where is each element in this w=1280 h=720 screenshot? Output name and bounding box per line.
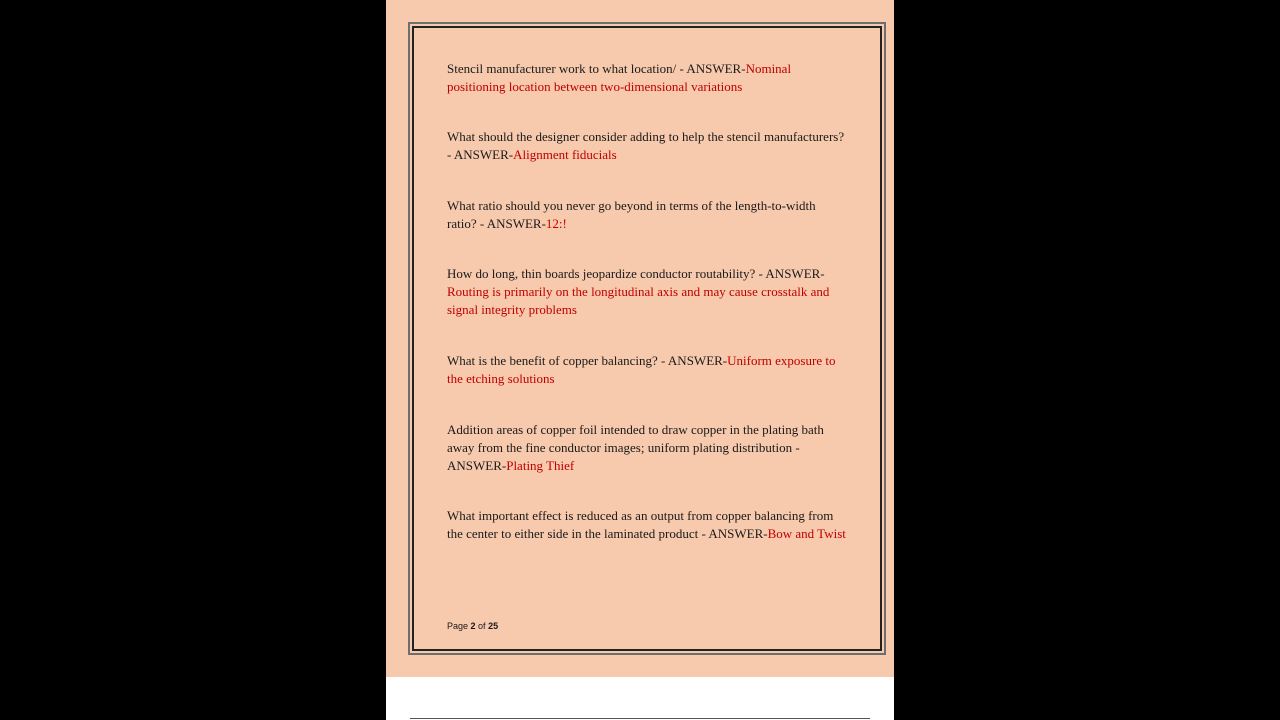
page-border-inner	[412, 26, 882, 651]
answer-text: Nominal positioning location between two-dimensional variations	[447, 61, 792, 94]
qa-item	[447, 507, 847, 543]
page-number-total: 25	[488, 621, 499, 631]
answer-text: Bow and Twist	[767, 526, 846, 541]
qa-item	[447, 421, 847, 475]
next-page-preview	[386, 677, 894, 720]
question-text: What should the designer consider adding to help the stencil manufacturers? - ANSWER-	[447, 129, 845, 162]
page-border	[408, 22, 886, 655]
question-text: What important effect is reduced as an output from copper balancing from the center to either side in the laminated product - ANSWER-	[447, 508, 834, 541]
page-number	[447, 621, 498, 631]
qa-item	[447, 352, 847, 388]
answer-text: Alignment fiducials	[513, 147, 617, 162]
answer-text: Uniform exposure to the etching solutions	[447, 353, 836, 386]
question-text: What is the benefit of copper balancing? - ANSWER-	[447, 353, 728, 368]
qa-item	[447, 265, 847, 319]
answer-text: 12:!	[545, 216, 567, 231]
document-page	[386, 0, 894, 677]
next-page-border-line	[410, 718, 870, 719]
answer-text: Routing is primarily on the longitudinal axis and may cause crosstalk and signal integrity problems	[447, 284, 830, 317]
page-number-prefix: Page	[447, 621, 471, 631]
question-text: How do long, thin boards jeopardize conductor routability? - ANSWER-	[447, 266, 825, 281]
qa-item	[447, 128, 847, 164]
qa-item	[447, 60, 847, 96]
qa-item	[447, 197, 847, 233]
answer-text: Plating Thief	[506, 458, 575, 473]
page-number-current: 2	[470, 621, 476, 631]
page-number-of: of	[475, 621, 489, 631]
question-text: Stencil manufacturer work to what location/ - ANSWER-	[447, 61, 746, 76]
question-text: Addition areas of copper foil intended to draw copper in the plating bath away from the fine conductor images; uniform plating distribution - ANSWER-	[447, 422, 824, 473]
question-text: What ratio should you never go beyond in terms of the length-to-width ratio? - ANSWER-	[447, 198, 816, 231]
